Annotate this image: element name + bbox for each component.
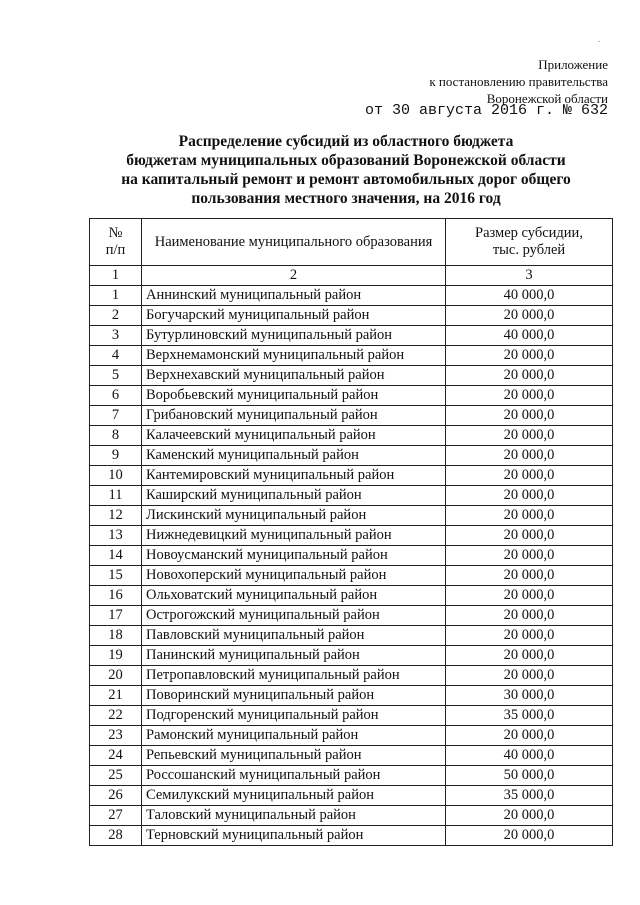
row-municipality: Репьевский муниципальный район [142,746,446,766]
row-amount: 20 000,0 [446,726,613,746]
table-row [90,786,613,806]
table-row [90,326,613,346]
table-row [90,646,613,666]
row-amount: 35 000,0 [446,786,613,806]
title-line: бюджетам муниципальных образований Воронежской области [126,152,566,169]
table-row [90,726,613,746]
table-row [90,446,613,466]
title-line: на капитальный ремонт и ремонт автомобильных дорог общего [121,171,571,188]
row-amount: 40 000,0 [446,286,613,306]
table-row [90,706,613,726]
row-municipality: Нижнедевицкий муниципальный район [142,526,446,546]
row-amount: 20 000,0 [446,526,613,546]
header-amount-line2: тыс. рублей [492,242,566,258]
header-amount-line1: Размер субсидии, [475,225,583,241]
row-amount: 20 000,0 [446,386,613,406]
row-amount: 20 000,0 [446,626,613,646]
row-municipality: Новохоперский муниципальный район [142,566,446,586]
row-amount: 20 000,0 [446,546,613,566]
row-number: 6 [90,386,142,406]
row-municipality: Верхнехавский муниципальный район [142,366,446,386]
table-row [90,566,613,586]
column-number: 1 [90,266,142,286]
row-municipality: Панинский муниципальный район [142,646,446,666]
row-municipality: Семилукский муниципальный район [142,786,446,806]
table-header-row [90,219,613,266]
row-municipality: Каширский муниципальный район [142,486,446,506]
row-number: 3 [90,326,142,346]
header-name: Наименование муниципального образования [142,219,446,266]
row-number: 21 [90,686,142,706]
row-amount: 20 000,0 [446,586,613,606]
row-number: 4 [90,346,142,366]
table-row [90,626,613,646]
row-municipality: Бутурлиновский муниципальный район [142,326,446,346]
row-amount: 20 000,0 [446,486,613,506]
row-number: 26 [90,786,142,806]
document-title [80,132,612,208]
row-number: 20 [90,666,142,686]
row-municipality: Верхнемамонский муниципальный район [142,346,446,366]
row-municipality: Терновский муниципальный район [142,826,446,846]
row-amount: 20 000,0 [446,566,613,586]
table-row [90,826,613,846]
row-municipality: Острогожский муниципальный район [142,606,446,626]
row-municipality: Подгоренский муниципальный район [142,706,446,726]
row-amount: 20 000,0 [446,506,613,526]
table-row [90,486,613,506]
row-municipality: Грибановский муниципальный район [142,406,446,426]
row-number: 27 [90,806,142,826]
row-number: 12 [90,506,142,526]
appendix-line: Приложение [538,57,608,72]
row-amount: 20 000,0 [446,366,613,386]
row-number: 5 [90,366,142,386]
row-number: 15 [90,566,142,586]
row-number: 24 [90,746,142,766]
table-row [90,286,613,306]
row-number: 22 [90,706,142,726]
title-line: пользования местного значения, на 2016 год [191,190,501,207]
table-row [90,526,613,546]
row-amount: 20 000,0 [446,446,613,466]
row-municipality: Каменский муниципальный район [142,446,446,466]
row-number: 11 [90,486,142,506]
row-number: 18 [90,626,142,646]
row-amount: 35 000,0 [446,706,613,726]
table-row [90,686,613,706]
row-municipality: Россошанский муниципальный район [142,766,446,786]
row-number: 25 [90,766,142,786]
row-municipality: Павловский муниципальный район [142,626,446,646]
row-number: 19 [90,646,142,666]
table-row [90,766,613,786]
row-municipality: Калачеевский муниципальный район [142,426,446,446]
appendix-header [429,56,608,107]
table-row [90,546,613,566]
row-number: 13 [90,526,142,546]
table-row [90,426,613,446]
table-row [90,386,613,406]
table-body [90,286,613,846]
row-municipality: Рамонский муниципальный район [142,726,446,746]
row-amount: 20 000,0 [446,806,613,826]
row-amount: 20 000,0 [446,466,613,486]
row-number: 28 [90,826,142,846]
appendix-line: к постановлению правительства [429,74,608,89]
row-number: 2 [90,306,142,326]
table-row [90,306,613,326]
row-municipality: Таловский муниципальный район [142,806,446,826]
row-municipality: Кантемировский муниципальный район [142,466,446,486]
row-amount: 40 000,0 [446,326,613,346]
row-number: 14 [90,546,142,566]
row-number: 10 [90,466,142,486]
table-row [90,666,613,686]
table-row [90,606,613,626]
row-number: 16 [90,586,142,606]
subsidy-table [89,218,613,846]
table-row [90,806,613,826]
row-number: 23 [90,726,142,746]
header-amount [446,219,613,266]
row-amount: 20 000,0 [446,666,613,686]
column-number: 3 [446,266,613,286]
header-number-line1: № [108,225,123,241]
row-municipality: Аннинский муниципальный район [142,286,446,306]
row-amount: 20 000,0 [446,406,613,426]
table-row [90,506,613,526]
column-number-row [90,266,613,286]
row-number: 7 [90,406,142,426]
table-row [90,366,613,386]
table-row [90,586,613,606]
row-amount: 20 000,0 [446,826,613,846]
row-amount: 20 000,0 [446,346,613,366]
row-number: 8 [90,426,142,446]
row-municipality: Воробьевский муниципальный район [142,386,446,406]
row-municipality: Поворинский муниципальный район [142,686,446,706]
row-municipality: Петропавловский муниципальный район [142,666,446,686]
table-row [90,466,613,486]
table-row [90,746,613,766]
row-amount: 20 000,0 [446,606,613,626]
header-number [90,219,142,266]
row-number: 17 [90,606,142,626]
row-municipality: Богучарский муниципальный район [142,306,446,326]
row-municipality: Новоусманский муниципальный район [142,546,446,566]
row-municipality: Ольховатский муниципальный район [142,586,446,606]
row-amount: 20 000,0 [446,426,613,446]
table-row [90,406,613,426]
row-municipality: Лискинский муниципальный район [142,506,446,526]
row-amount: 40 000,0 [446,746,613,766]
row-amount: 50 000,0 [446,766,613,786]
title-line: Распределение субсидий из областного бюджета [178,133,514,150]
decree-stamp: от 30 августа 2016 г. № 632 [364,102,608,119]
row-amount: 20 000,0 [446,646,613,666]
row-amount: 20 000,0 [446,306,613,326]
column-number: 2 [142,266,446,286]
row-amount: 30 000,0 [446,686,613,706]
row-number: 1 [90,286,142,306]
stray-mark: . [598,35,600,44]
header-number-line2: п/п [105,242,126,258]
row-number: 9 [90,446,142,466]
table-row [90,346,613,366]
appendix-line: Воронежской области [486,91,608,106]
